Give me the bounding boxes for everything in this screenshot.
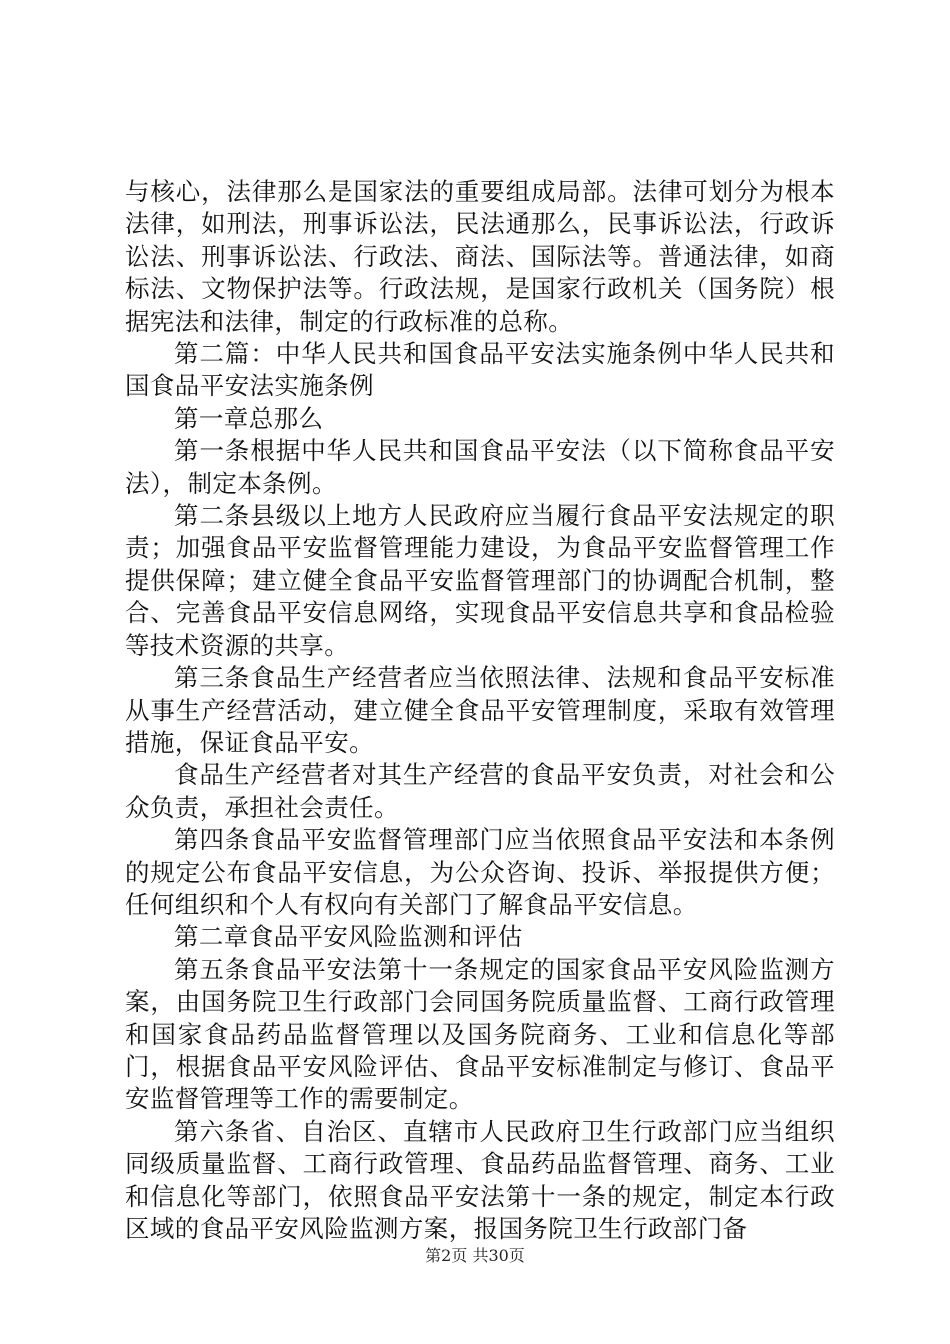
paragraph: 第三条食品生产经营者应当依照法律、法规和食品平安标准从事生产经营活动，建立健全食品平安管理制度，采取有效管理措施，保证食品平安。 xyxy=(125,663,835,757)
paragraph: 与核心，法律那么是国家法的重要组成局部。法律可划分为根本法律，如刑法，刑事诉讼法，民法通那么，民事诉讼法，行政诉讼法、刑事诉讼法、行政法、商法、国际法等。普通法律，如商标法、文物保护法等。行政法规，是国家行政机关（国务院）根据宪法和法律，制定的行政标准的总称。 xyxy=(125,177,835,336)
chapter-heading: 第二章食品平安风险监测和评估 xyxy=(174,922,523,952)
document-body xyxy=(125,176,835,1245)
paragraph: 第二条县级以上地方人民政府应当履行食品平安法规定的职责；加强食品平安监督管理能力建设，为食品平安监督管理工作提供保障；建立健全食品平安监督管理部门的协调配合机制，整合、完善食品平安信息网络，实现食品平安信息共享和食品检验等技术资源的共享。 xyxy=(125,501,835,660)
paragraph: 第五条食品平安法第十一条规定的国家食品平安风险监测方案，由国务院卫生行政部门会同国务院质量监督、工商行政管理和国家食品药品监督管理以及国务院商务、工业和信息化等部门，根据食品平安风险评估、食品平安标准制定与修订、食品平安监督管理等工作的需要制定。 xyxy=(125,954,835,1114)
paragraph: 第四条食品平安监督管理部门应当依照食品平安法和本条例的规定公布食品平安信息，为公众咨询、投诉、举报提供方便；任何组织和个人有权向有关部门了解食品平安信息。 xyxy=(125,825,835,919)
paragraph: 第一条根据中华人民共和国食品平安法（以下简称食品平安法），制定本条例。 xyxy=(125,436,835,498)
chapter-heading: 第一章总那么 xyxy=(174,403,324,433)
paragraph: 第二篇：中华人民共和国食品平安法实施条例中华人民共和国食品平安法实施条例 xyxy=(125,339,835,401)
paragraph: 食品生产经营者对其生产经营的食品平安负责，对社会和公众负责，承担社会责任。 xyxy=(125,760,835,822)
paragraph: 第六条省、自治区、直辖市人民政府卫生行政部门应当组织同级质量监督、工商行政管理、食品药品监督管理、商务、工业和信息化等部门，依照食品平安法第十一条的规定，制定本行政区域的食品平安风险监测方案，报国务院卫生行政部门备 xyxy=(125,1116,835,1243)
page-number-footer: 第2页 共30页 xyxy=(425,1246,525,1265)
